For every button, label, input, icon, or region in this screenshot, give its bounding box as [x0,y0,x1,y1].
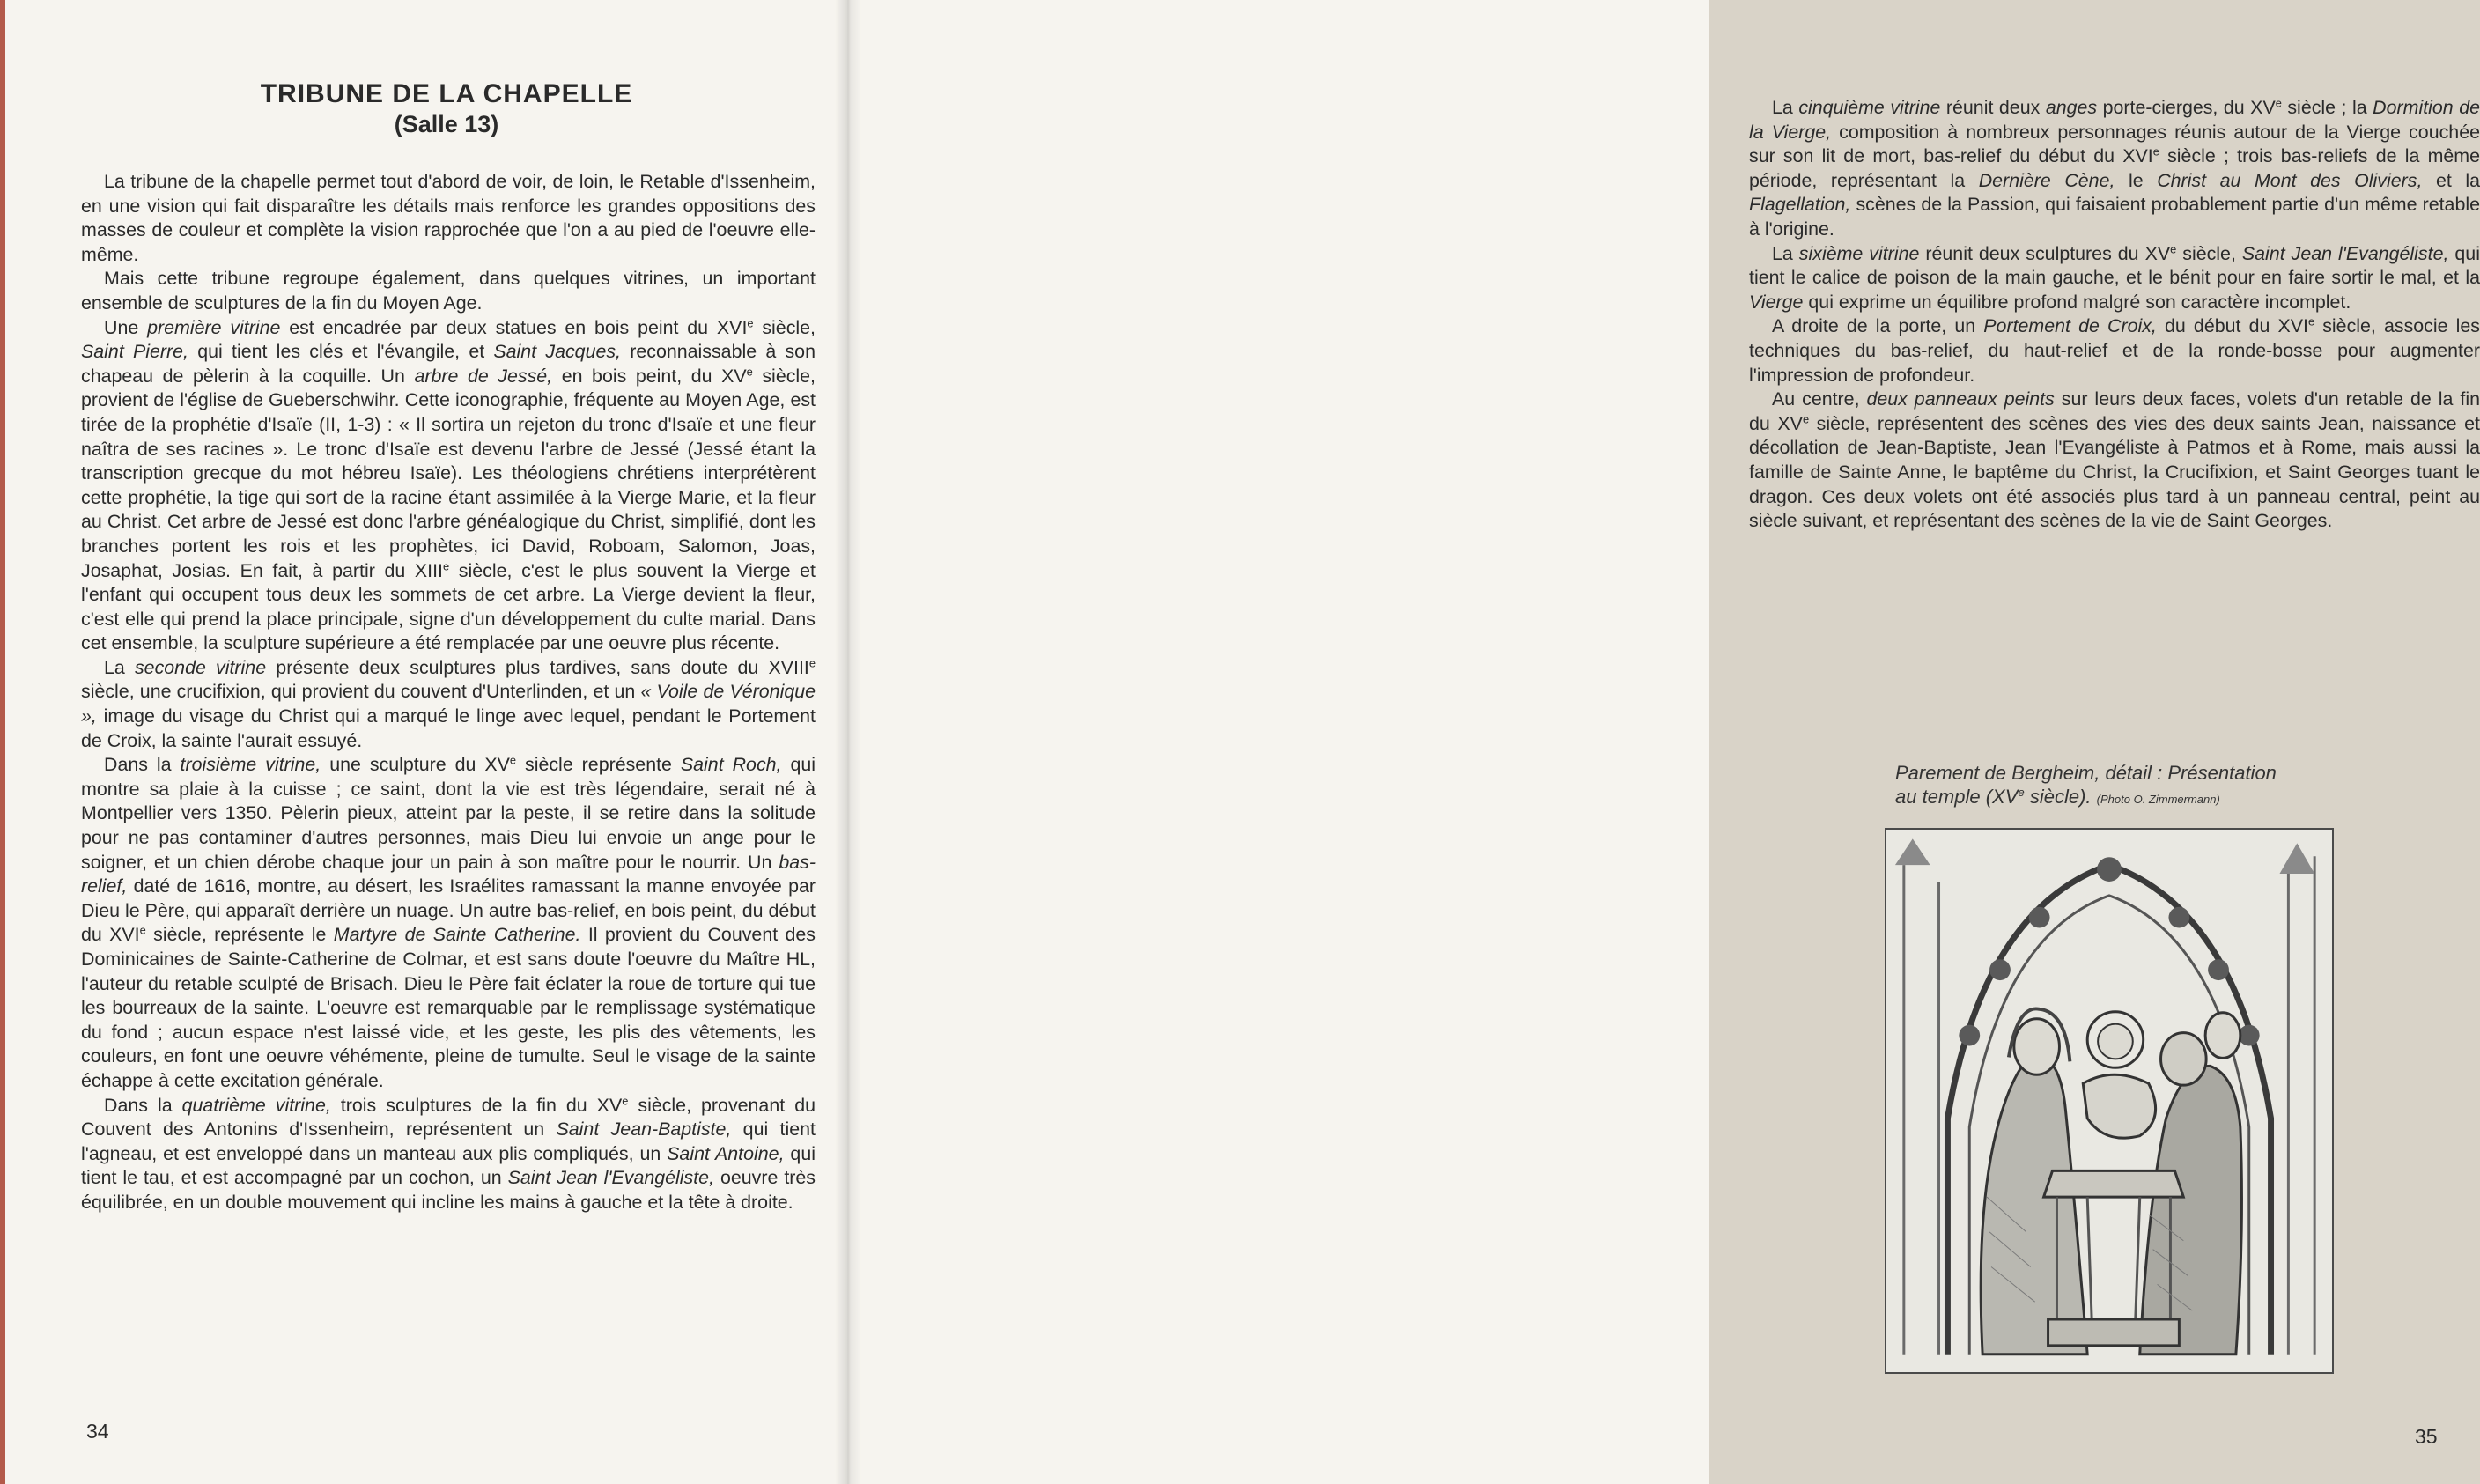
text-run: siècle ; trois bas-reliefs de la même période, représentant la [1749,145,2480,191]
text-run: qui tient les clés et l'évangile, et [188,341,494,363]
superscript: e [2275,96,2282,110]
text-run: qui tient l'agneau, et est enveloppé dans un manteau aux plis compliqués, un [81,1119,816,1164]
text-run: image du visage du Christ qui a marqué le linge avec lequel, pendant le Portement de Croix, la sainte l'aurait essuyé. [81,705,816,751]
paragraph [1749,314,2480,388]
text-run: siècle, représentent des scènes des vies des deux saints Jean, naissance et décollation de Jean-Baptiste, Jean l'Evangéliste à Patmos et à Rome, mais aussi la famille de Sainte Anne, le baptême du Christ, la Crucifixion, et Saint Georges tuant le dragon. Ces deux volets ont été associés plus tard à un panneau central, peint au siècle suivant, et représentant des scènes de la vie de Saint Georges. [1749,412,2480,532]
superscript: e [746,365,753,379]
right-page [847,0,2480,1484]
left-page [0,0,847,1484]
text-run: La [1772,97,1799,118]
caption-superscript: e [2018,786,2025,800]
italic-term: Saint Jean l'Evangéliste, [2241,242,2449,264]
text-run: siècle, [2176,242,2242,264]
italic-term: arbre de Jessé, [414,365,553,387]
paragraph [1749,242,2480,315]
paragraph [81,267,816,315]
text-run: réunit deux sculptures du XV [1919,242,2171,264]
text-run: La tribune de la chapelle permet tout d'abord de voir, de loin, le Retable d'Issenheim, en une vision qui fait disparaître les détails mais renforce les grandes oppositions des masses de couleur et complète la vision rapprochée que l'on a au pied de l'oeuvre elle-même. [81,171,816,265]
superscript: e [139,923,146,937]
italic-term: « Voile de Véronique », [81,681,816,727]
caption-text-end: siècle). [2024,786,2092,808]
text-run: composition à nombreux personnages réunis autour de la Vierge couchée sur son lit de mort, bas-relief du début du XVI [1749,121,2480,167]
caption-text: au temple (XV [1895,786,2019,808]
text-run: A droite de la porte, un [1772,315,1984,337]
text-run: Dans la [104,754,181,776]
paragraph [81,316,816,656]
italic-term: quatrième vitrine, [181,1094,331,1116]
italic-term: bas-relief, [81,851,816,897]
page-number-left: 34 [86,1420,109,1443]
text-run: siècle ; la [2281,97,2373,118]
italic-term: Dernière Cène, [1978,169,2115,191]
text-run: siècle, une crucifixion, qui provient du couvent d'Unterlinden, et un [81,681,641,703]
photo-credit: (Photo O. Zimmermann) [2096,793,2220,806]
text-run: le [2115,169,2158,191]
superscript: e [2152,144,2159,159]
italic-term: deux panneaux peints [1866,388,2055,410]
text-run: qui tient le tau, et est accompagné par un cochon, un [81,1142,816,1189]
text-run: reconnaissable à son chapeau de pèlerin à la coquille. Un [81,341,816,387]
caption-line-1: Parement de Bergheim, détail : Présentation [1895,762,2277,784]
italic-term: cinquième vitrine [1798,97,1941,118]
paragraph [1749,96,2480,242]
italic-term: troisième vitrine, [180,754,321,776]
text-run: daté de 1616, montre, au désert, les Israélites ramassant la manne envoyée par Dieu le Père, qui apparaît derrière un nuage. Un autre bas-relief, en bois peint, du début du XVI [81,875,816,946]
book-gutter [835,0,861,1484]
text-run: Mais cette tribune regroupe également, dans quelques vitrines, un important ensemble de sculptures de la fin du Moyen Age. [81,268,816,314]
text-run: trois sculptures de la fin du XV [330,1094,623,1116]
text-run: Une [104,316,148,338]
caption-line-2 [1895,785,2353,811]
text-run: réunit deux [1940,97,2046,118]
superscript: e [808,656,816,670]
italic-term: Saint Pierre, [81,341,188,363]
italic-term: Saint Roch, [680,754,782,776]
paragraph [81,656,816,753]
text-run: siècle représente [516,754,681,776]
page-title: TRIBUNE DE LA CHAPELLE [260,79,633,108]
italic-term: Flagellation, [1749,194,1851,216]
text-run: siècle, provenant du Couvent des Antonins d'Issenheim, représentent un [81,1094,816,1141]
italic-term: Saint Antoine, [667,1142,785,1164]
text-run: une sculpture du XV [321,754,510,776]
superscript: e [747,315,754,329]
paragraph [1749,388,2480,534]
italic-term: anges [2045,97,2098,118]
text-run: La [1772,242,1799,264]
text-run: qui tient le calice de poison de la main gauche, et le bénit pour en faire sortir le mal, et la [1749,242,2480,289]
text-run: porte-cierges, du XV [2097,97,2276,118]
text-run: oeuvre très équilibrée, en un double mouvement qui incline les mains à gauche et la tête à droite. [81,1167,816,1213]
italic-term: Saint Jacques, [493,341,621,363]
superscript: e [443,558,450,572]
text-run: qui montre sa plaie à la cuisse ; ce saint, dont la vie est très légendaire, serait né à Montpellier vers 1350. Pèlerin pieux, atteint par la peste, il se retire dans la solitude pour ne pas contaminer d'autres personnes, mais Dieu lui envoie un ange pour le soigner, et un chien dérobe chaque jour un pain à son maître pour le nourrir. Un [81,754,816,873]
text-run: siècle, provient de l'église de Gueberschwihr. Cette iconographie, fréquente au Moyen Age, est tirée de la prophétie d'Isaïe (II, 1-3) : « Il sortira un rejeton du tronc d'Isaïe et une fleur naîtra de ses racines ». Le tronc d'Isaïe est devenu l'arbre de Jessé (Jessé étant la transcription grecque du mot hébreu Isaïe). Les théologiens chrétiens interprétèrent cette prophétie, la tige qui sort de la racine étant assimilée à la Vierge Marie, et la fleur au Christ. Cet arbre de Jessé est donc l'arbre généalogique du Christ, simplifié, dont les branches portent les rois et les prophètes, ici David, Roboam, Salomon, Joas, Josaphat, Josias. En fait, à partir du XIII [81,365,816,581]
text-run: est encadrée par deux statues en bois peint du XVI [280,316,748,338]
text-run: Au centre, [1772,388,1867,410]
page-number-right: 35 [2415,1425,2438,1448]
text-run: en bois peint, du XV [552,365,747,387]
text-run: siècle, c'est le plus souvent la Vierge et l'enfant qui occupent tous deux les sommets de cet arbre. La Vierge devient la fleur, c'est elle qui prend la place principale, signe d'un développement du culte marial. Dans cet ensemble, la sculpture supérieure a été remplacée par une oeuvre plus récente. [81,559,816,654]
italic-term: sixième vitrine [1798,242,1920,264]
italic-term: Saint Jean-Baptiste, [556,1119,732,1141]
italic-term: Martyre de Sainte Catherine. [333,924,581,946]
superscript: e [1802,412,1810,426]
italic-term: première vitrine [147,316,281,338]
superscript: e [622,1093,629,1107]
page-subtitle: (Salle 13) [394,111,499,137]
italic-term: Portement de Croix, [1983,315,2157,337]
superscript: e [2170,241,2177,255]
text-run: sur leurs deux faces, volets d'un retable de la fin du XV [1749,388,2480,434]
text-run: Il provient du Couvent des Dominicaines de Sainte-Catherine de Colmar, et est sans doute l'oeuvre du Maître HL, l'auteur du retable sculpté de Brisach. Dieu le Père fait éclater la roue de torture qui tue les bourreaux de la sainte. L'oeuvre est remarquable par le remplissage systématique du fond ; aucun espace n'est laissé vide, et les geste, les plis des vêtements, les couleurs, en font une oeuvre véhémente, pleine de tumulte. Seul le visage de la sainte échappe à cette excitation générale. [81,924,816,1091]
italic-term: seconde vitrine [134,656,267,678]
presentation-temple-illustration [1885,828,2334,1374]
engraving-image [1886,830,2332,1372]
left-text-column [81,170,816,1215]
superscript: e [509,753,517,767]
text-run: et la [2422,169,2480,191]
text-run: siècle, associe les techniques du bas-relief, du haut-relief et de la ronde-bosse pour augmenter l'impression de profondeur. [1749,315,2480,386]
italic-term: Vierge [1749,291,1804,313]
right-text-column [1749,96,2480,534]
text-run: présente deux sculptures plus tardives, sans doute du XVIII [266,656,809,678]
paragraph [81,1094,816,1215]
text-run: scènes de la Passion, qui faisaient probablement partie d'un même retable à l'origine. [1749,194,2480,240]
paragraph [81,170,816,267]
figure-caption [1895,761,2353,811]
text-run: siècle, représente le [145,924,334,946]
paragraph [81,753,816,1093]
italic-term: Saint Jean l'Evangéliste, [507,1167,715,1189]
superscript: e [2307,314,2315,329]
text-run: qui exprime un équilibre profond malgré son caractère incomplet. [1803,291,2351,313]
text-run: du début du XVI [2156,315,2308,337]
text-run: La [104,656,135,678]
text-run: siècle, [753,316,816,338]
text-run: Dans la [104,1094,182,1116]
italic-term: Christ au Mont des Oliviers, [2157,169,2423,191]
italic-term: Dormition de la Vierge, [1749,97,2480,143]
